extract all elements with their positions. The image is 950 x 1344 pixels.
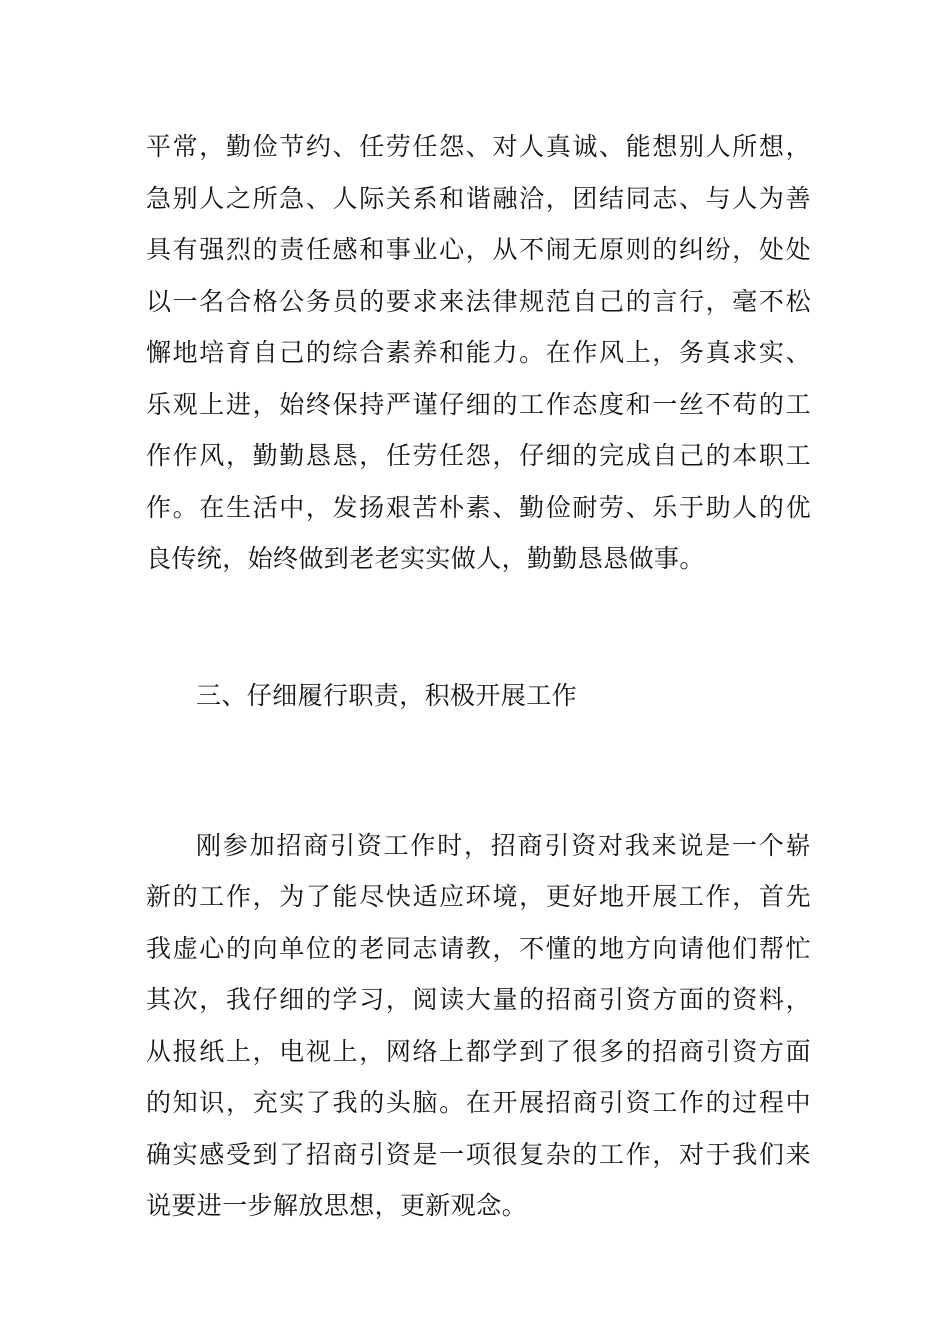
paragraph-line: 刚参加招商引资工作时，招商引资对我来说是一个崭 — [196, 831, 811, 860]
paragraph-line: 我虚心的向单位的老同志请教，不懂的地方向请他们帮忙 — [146, 934, 811, 963]
paragraph-line: 急别人之所急、人际关系和谐融洽，团结同志、与人为善 — [146, 184, 811, 213]
paragraph-line: 的知识，充实了我的头脑。在开展招商引资工作的过程中 — [146, 1088, 811, 1117]
paragraph-line: 乐观上进，始终保持严谨仔细的工作态度和一丝不苟的工 — [146, 390, 811, 419]
paragraph-line: 具有强烈的责任感和事业心，从不闹无原则的纠纷，处处 — [146, 235, 811, 264]
paragraph-line: 以一名合格公务员的要求来法律规范自己的言行，毫不松 — [146, 287, 811, 316]
paragraph-line: 平常，勤俭节约、任劳任怨、对人真诚、能想别人所想， — [146, 132, 811, 161]
paragraph-line: 作作风，勤勤恳恳，任劳任怨，仔细的完成自己的本职工 — [146, 441, 811, 470]
paragraph-line: 从报纸上，电视上，网络上都学到了很多的招商引资方面 — [146, 1037, 811, 1066]
paragraph-line: 确实感受到了招商引资是一项很复杂的工作，对于我们来 — [146, 1140, 811, 1169]
paragraph-line: 新的工作，为了能尽快适应环境，更好地开展工作，首先 — [146, 882, 811, 911]
paragraph-line: 作。在生活中，发扬艰苦朴素、勤俭耐劳、乐于助人的优 — [146, 493, 811, 522]
paragraph-line: 良传统，始终做到老老实实做人，勤勤恳恳做事。 — [146, 544, 705, 573]
paragraph-line: 懈地培育自己的综合素养和能力。在作风上，务真求实、 — [146, 338, 811, 367]
paragraph-line: 其次，我仔细的学习，阅读大量的招商引资方面的资料， — [146, 985, 811, 1014]
paragraph-line: 说要进一步解放思想，更新观念。 — [146, 1191, 528, 1220]
section-heading: 三、仔细履行职责，积极开展工作 — [196, 681, 578, 710]
